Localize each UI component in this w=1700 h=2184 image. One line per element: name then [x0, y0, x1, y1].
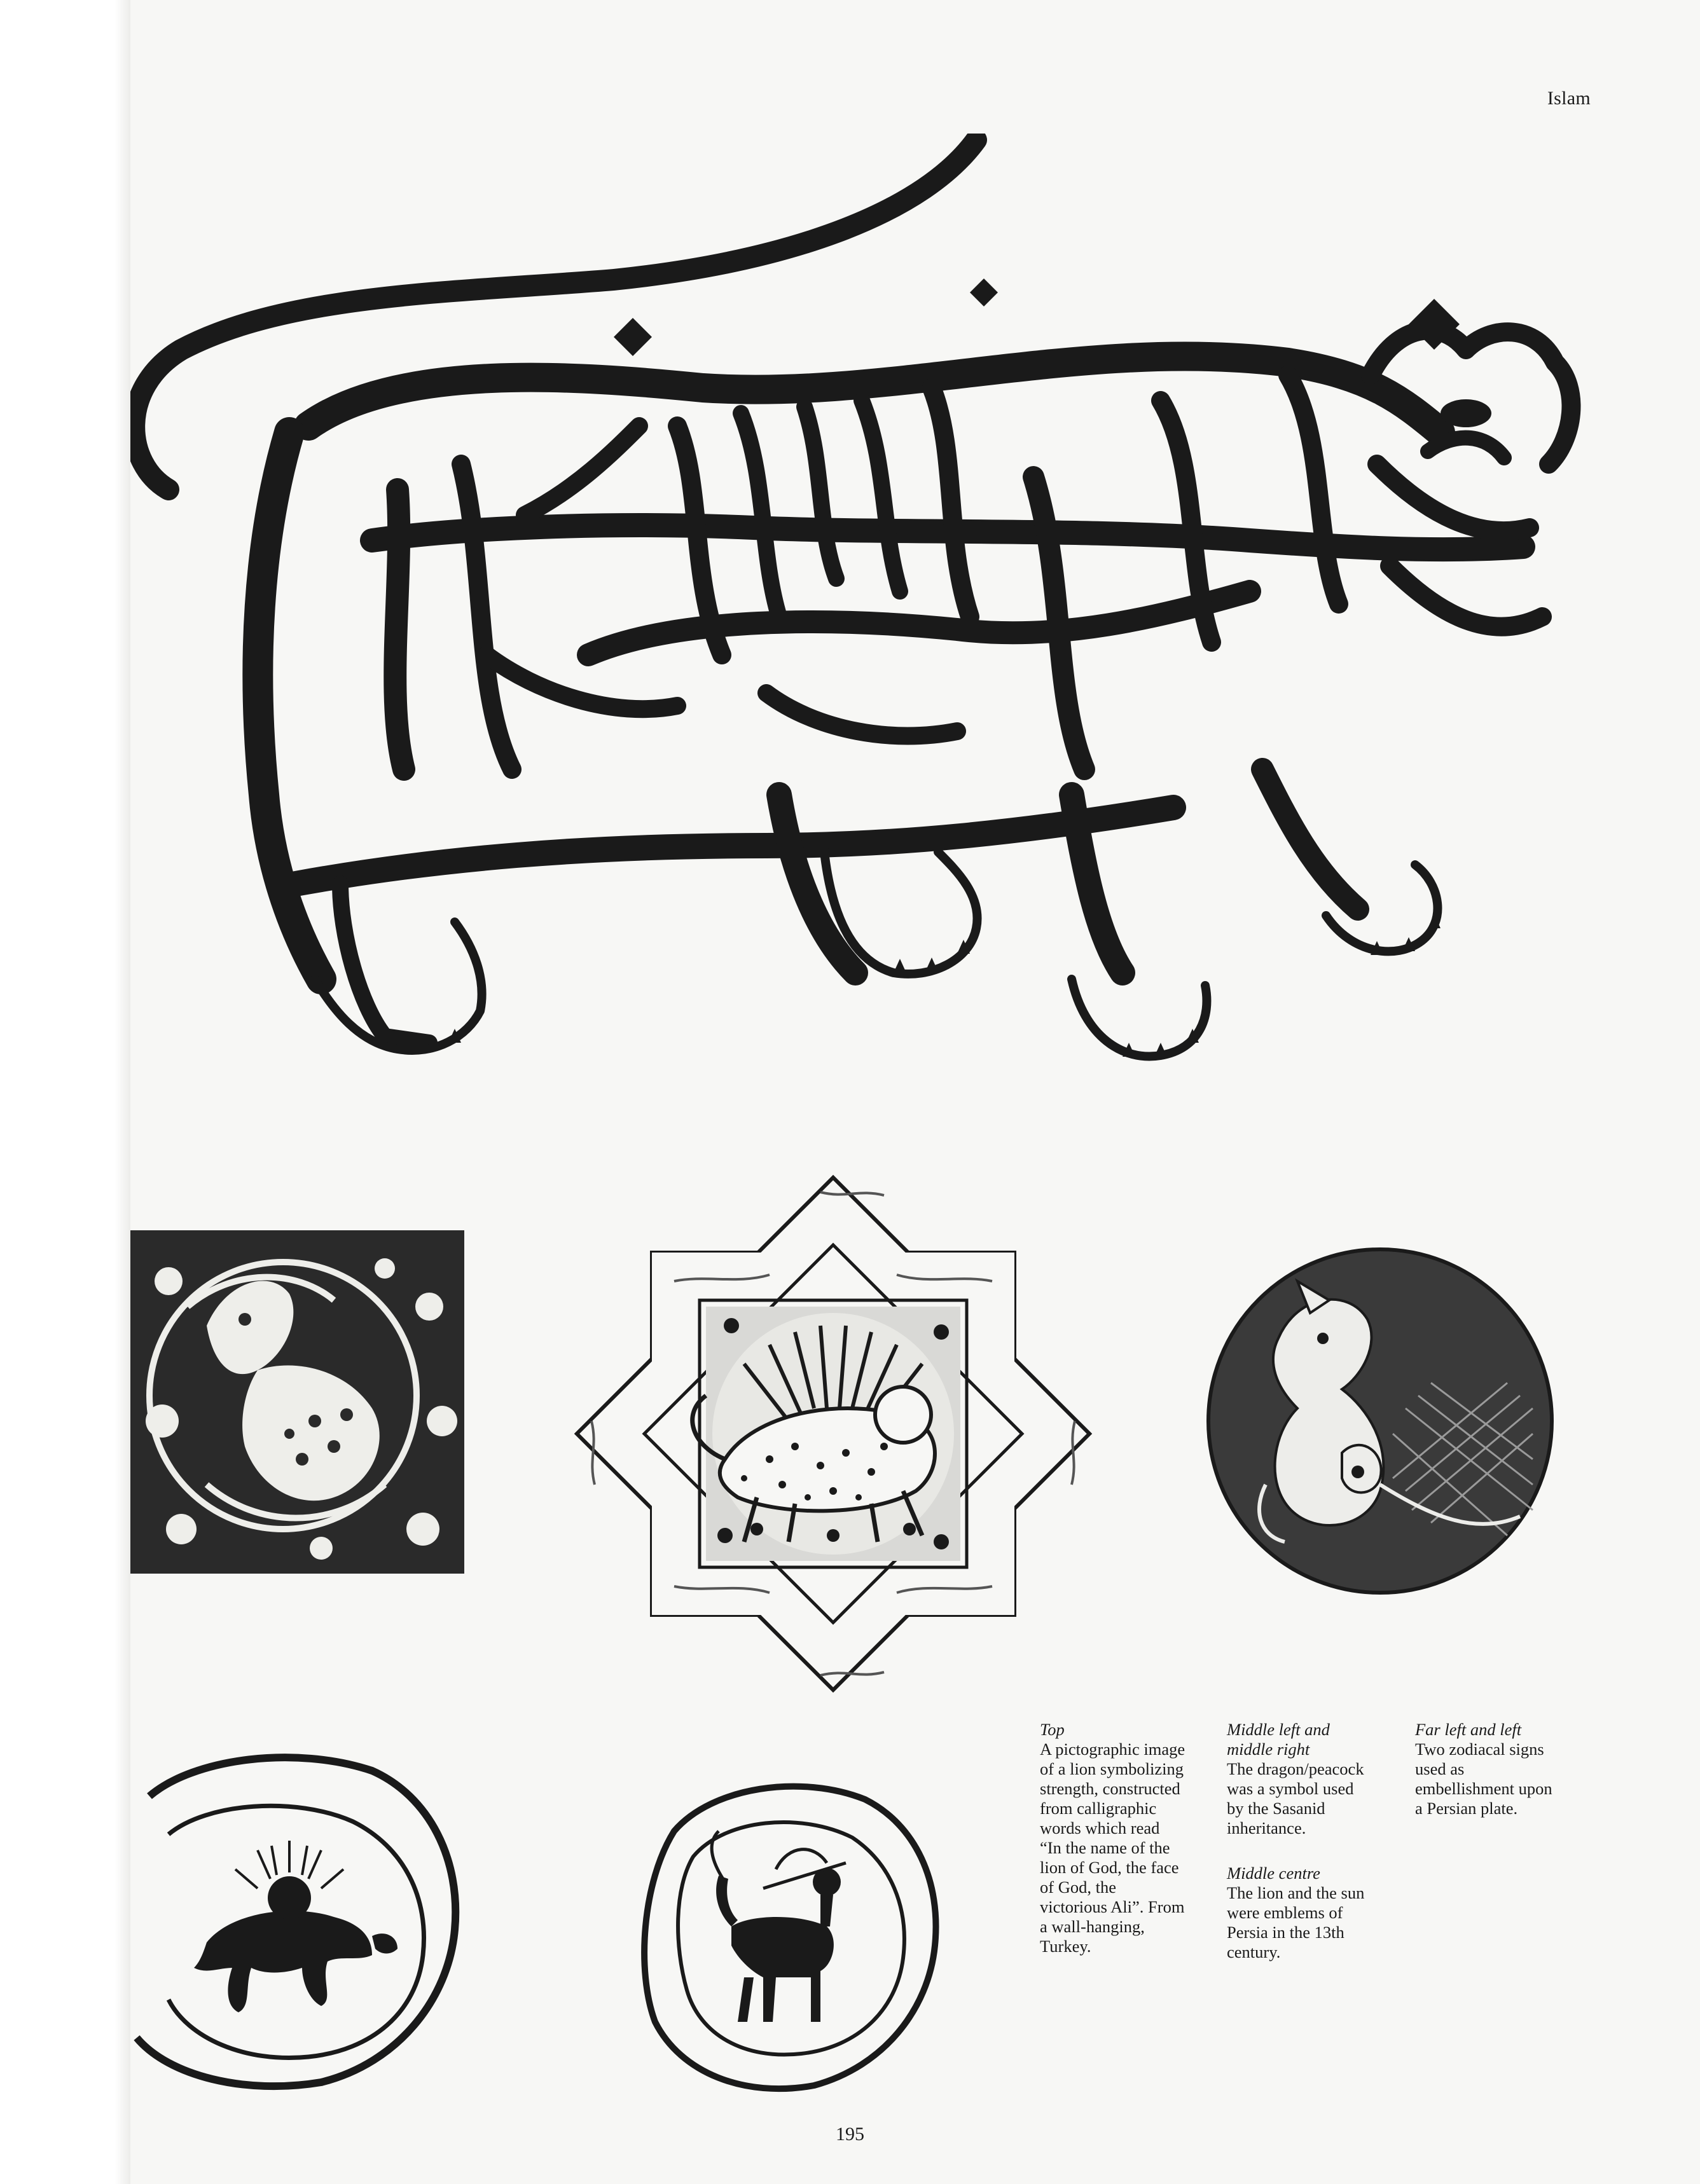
lion-sun-star-tile-illustration [566, 1167, 1100, 1701]
caption-body: The lion and the sun were emblems of Persia in the 13th century. [1227, 1883, 1365, 1961]
page-number: 195 [836, 2124, 864, 2145]
caption-body: Two zodiacal signs used as embellishment upon a Persian plate. [1415, 1740, 1552, 1818]
running-head: Islam [1547, 88, 1591, 109]
lion-sun-star-tile-figure [566, 1167, 1100, 1701]
caption-middle-left-right [1227, 1720, 1399, 1838]
zodiac-lion-sun-plate-figure [130, 1745, 461, 2098]
dragon-peacock-left-illustration [130, 1230, 464, 1574]
zodiac-sagittarius-plate-illustration [636, 1768, 941, 2098]
page-gutter-shadow [0, 0, 130, 2184]
caption-heading: Top [1040, 1720, 1065, 1739]
caption-body: A pictographic image of a lion symbolizing strength, constructed from calligraphic words which read “In the name of the lion of God, the face of God, the victorious Ali”. From a wall-hanging, Turkey. [1040, 1740, 1185, 1956]
caption-heading: Middle left and middle right [1227, 1720, 1330, 1759]
caption-column-3 [1415, 1720, 1600, 1988]
zodiac-lion-sun-plate-illustration [130, 1745, 461, 2098]
caption-heading: Far left and left [1415, 1720, 1522, 1739]
caption-body: The dragon/peacock was a symbol used by the Sasanid inheritance. [1227, 1759, 1364, 1837]
captions-block [1040, 1720, 1593, 1988]
calligraphic-lion-figure [130, 134, 1600, 1176]
dragon-peacock-right-illustration [1202, 1243, 1558, 1599]
caption-middle-centre [1227, 1864, 1399, 1962]
calligraphic-lion-illustration [130, 134, 1600, 1176]
caption-top [1040, 1720, 1210, 1956]
dragon-peacock-right-figure [1202, 1243, 1558, 1599]
caption-heading: Middle centre [1227, 1864, 1320, 1883]
dragon-peacock-left-figure [130, 1230, 464, 1574]
caption-column-2 [1227, 1720, 1399, 1988]
zodiac-sagittarius-plate-figure [636, 1768, 941, 2098]
caption-far-left-left [1415, 1720, 1600, 1818]
caption-column-1 [1040, 1720, 1210, 1988]
